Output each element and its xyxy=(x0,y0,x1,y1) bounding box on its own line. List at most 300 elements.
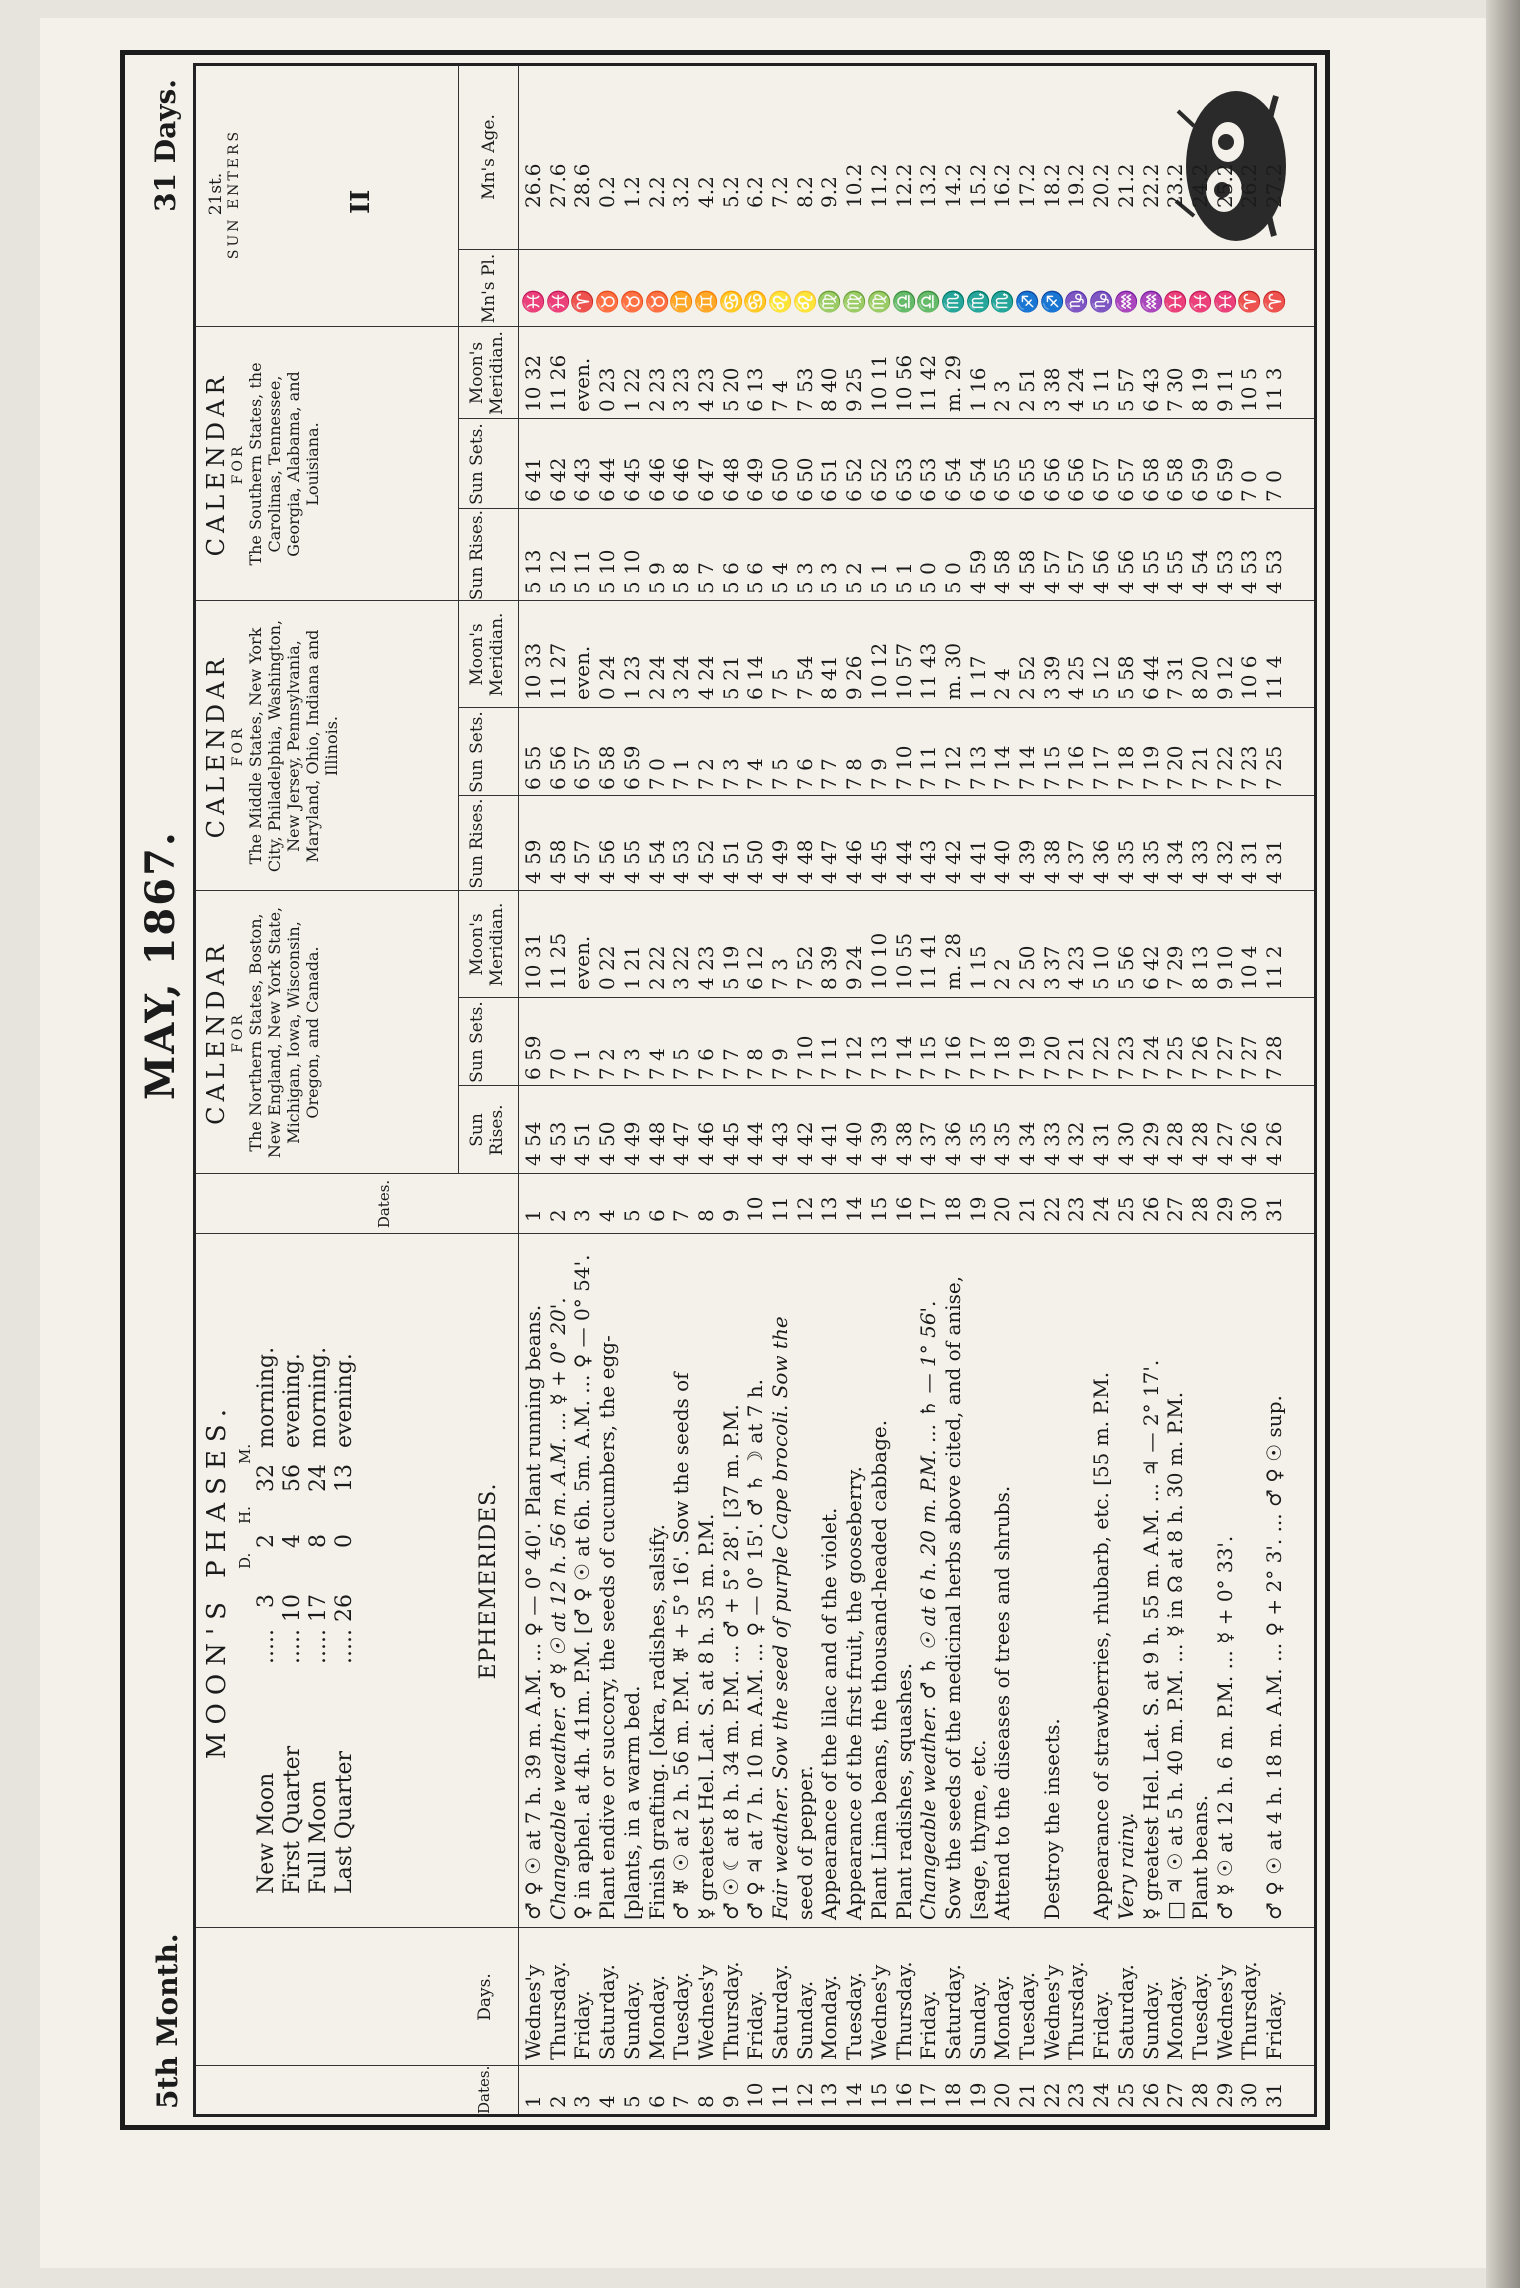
row-ephemeris: ♂ ☉ ☾ at 8 h. 34 m. P.M. ... ♂ + 5° 28'. [37 m. P.M. xyxy=(718,1404,743,1920)
north-sun-rises: 4 35 xyxy=(990,1121,1015,1166)
moon-place: ♐ xyxy=(1015,289,1039,314)
south-sun-sets: 6 53 xyxy=(891,457,916,502)
north-sun-sets: 6 59 xyxy=(521,1035,545,1080)
north-moon-meridian: 10 4 xyxy=(1237,945,1262,990)
row-weekday: Monday. xyxy=(644,1974,669,2060)
middle-sun-sets: 7 6 xyxy=(792,758,817,790)
table-row xyxy=(818,66,841,2114)
sun-enters-sign: II xyxy=(346,189,376,214)
row-date-right: 16 xyxy=(891,1196,916,1222)
moon-age: 3.2 xyxy=(669,176,694,208)
south-moon-meridian: 6 43 xyxy=(1138,367,1163,412)
row-ephemeris: Destroy the insects. xyxy=(1039,1718,1064,1920)
north-moon-meridian: 5 56 xyxy=(1113,945,1138,990)
north-moon-meridian: m. 28 xyxy=(940,932,965,990)
south-moon-meridian: 10 11 xyxy=(866,354,891,412)
south-sun-sets: 6 48 xyxy=(718,457,743,502)
north-moon-meridian: 11 25 xyxy=(545,932,570,990)
north-sun-rises: 4 40 xyxy=(842,1121,867,1166)
south-sun-rises: 5 6 xyxy=(718,562,743,594)
moon-place: ♉ xyxy=(619,289,644,314)
south-sun-rises: 5 3 xyxy=(792,562,817,594)
middle-moon-meridian: 3 24 xyxy=(669,655,694,700)
middle-sun-sets: 7 17 xyxy=(1089,745,1114,790)
north-sun-sets: 7 17 xyxy=(965,1035,990,1080)
row-date-right: 30 xyxy=(1237,1196,1262,1222)
row-date: 19 xyxy=(965,2082,990,2108)
middle-sun-sets: 6 58 xyxy=(595,745,620,790)
south-moon-meridian: 0 23 xyxy=(595,367,620,412)
middle-sun-rises: 4 33 xyxy=(1187,839,1212,884)
north-sun-sets: 7 19 xyxy=(1015,1035,1039,1080)
row-date-right: 10 xyxy=(743,1196,768,1222)
south-sun-sets: 6 44 xyxy=(595,457,620,502)
north-moon-meridian: 3 37 xyxy=(1039,945,1064,990)
table-row xyxy=(1263,66,1286,2114)
middle-moon-meridian: 11 43 xyxy=(916,642,941,700)
north-sun-rises: 4 41 xyxy=(817,1121,842,1166)
north-sun-rises: 4 33 xyxy=(1039,1121,1064,1166)
south-moon-meridian: 6 13 xyxy=(743,367,768,412)
north-sun-sets: 7 6 xyxy=(693,1048,718,1080)
middle-sun-sets: 7 15 xyxy=(1039,745,1064,790)
north-sun-rises: 4 49 xyxy=(619,1121,644,1166)
row-date-right: 6 xyxy=(644,1209,669,1222)
moon-age: 26.6 xyxy=(521,163,545,208)
moon-place: ♋ xyxy=(718,289,743,314)
table-row xyxy=(991,66,1014,2114)
north-moon-meridian: 9 10 xyxy=(1212,945,1237,990)
row-date-right: 27 xyxy=(1163,1196,1188,1222)
middle-sun-rises: 4 56 xyxy=(595,839,620,884)
row-ephemeris: Plant radishes, squashes. xyxy=(891,1662,916,1920)
north-sun-rises: 4 53 xyxy=(545,1121,570,1166)
middle-sun-sets: 7 19 xyxy=(1138,745,1163,790)
moon-place: ♎ xyxy=(891,289,916,314)
moon-age: 27.6 xyxy=(545,163,570,208)
south-sun-sets: 6 58 xyxy=(1138,457,1163,502)
moon-place: ♏ xyxy=(990,289,1015,314)
row-date: 11 xyxy=(768,2082,792,2108)
calendar-northern: CALENDAR FOR The Northern States, Boston, New England, New York State, Michigan, Iowa, Wisconsin, Oregon, and Canada. xyxy=(202,906,322,1159)
middle-sun-sets: 7 23 xyxy=(1237,745,1262,790)
moon-place: ♈ xyxy=(1262,289,1286,314)
middle-sun-rises: 4 40 xyxy=(990,839,1015,884)
col-header-moon-meridian: Moon's Meridian. xyxy=(467,902,507,987)
south-sun-sets: 6 59 xyxy=(1212,457,1237,502)
north-sun-sets: 7 4 xyxy=(644,1048,669,1080)
south-sun-rises: 5 1 xyxy=(891,562,916,594)
middle-sun-rises: 4 34 xyxy=(1163,839,1188,884)
row-weekday: Thursday. xyxy=(718,1961,743,2060)
middle-sun-rises: 4 42 xyxy=(940,839,965,884)
south-sun-sets: 6 56 xyxy=(1039,457,1064,502)
row-ephemeris: Fair weather. Sow the seed of purple Cape brocoli. Sow the xyxy=(768,1316,792,1920)
north-sun-sets: 7 26 xyxy=(1187,1035,1212,1080)
moon-phases-col-m: M. xyxy=(236,1443,254,1464)
row-date-right: 3 xyxy=(570,1209,595,1222)
south-moon-meridian: 3 23 xyxy=(669,367,694,412)
moon-age: 18.2 xyxy=(1039,163,1064,208)
row-date: 13 xyxy=(817,2082,842,2108)
north-moon-meridian: 10 55 xyxy=(891,932,916,990)
south-sun-rises: 5 0 xyxy=(916,562,941,594)
row-weekday: Wednes'y xyxy=(1039,1964,1064,2060)
table-row xyxy=(1016,66,1039,2114)
table-row xyxy=(1140,66,1163,2114)
middle-sun-sets: 7 4 xyxy=(743,758,768,790)
row-date-right: 8 xyxy=(693,1209,718,1222)
row-date: 21 xyxy=(1015,2082,1039,2108)
north-moon-meridian: 8 13 xyxy=(1187,945,1212,990)
row-ephemeris: [plants, in a warm bed. xyxy=(619,1685,644,1920)
middle-sun-rises: 4 36 xyxy=(1089,839,1114,884)
south-moon-meridian: 11 42 xyxy=(916,354,941,412)
middle-sun-sets: 7 10 xyxy=(891,745,916,790)
row-date-right: 12 xyxy=(792,1196,817,1222)
north-moon-meridian: 7 29 xyxy=(1163,945,1188,990)
row-date-right: 11 xyxy=(768,1196,792,1222)
moon-age: 26.2 xyxy=(1237,163,1262,208)
middle-moon-meridian: 7 31 xyxy=(1163,655,1188,700)
north-sun-sets: 7 2 xyxy=(595,1048,620,1080)
row-date: 18 xyxy=(940,2082,965,2108)
north-sun-rises: 4 26 xyxy=(1262,1121,1286,1166)
moon-place: ♑ xyxy=(1089,289,1114,314)
north-sun-sets: 7 21 xyxy=(1064,1035,1089,1080)
row-ephemeris: Very rainy. xyxy=(1113,1812,1138,1920)
row-weekday: Thursday. xyxy=(545,1961,570,2060)
row-date: 27 xyxy=(1163,2082,1188,2108)
rotated-table xyxy=(125,55,1325,2125)
middle-moon-meridian: 2 52 xyxy=(1015,655,1039,700)
middle-sun-rises: 4 57 xyxy=(570,839,595,884)
middle-sun-sets: 7 2 xyxy=(693,758,718,790)
north-sun-sets: 7 18 xyxy=(990,1035,1015,1080)
row-date-right: 5 xyxy=(619,1209,644,1222)
south-moon-meridian: even. xyxy=(570,357,595,412)
table-row xyxy=(1041,66,1064,2114)
moon-age: 13.2 xyxy=(916,163,941,208)
moon-place: ♍ xyxy=(842,289,867,314)
row-weekday: Sunday. xyxy=(965,1980,990,2060)
south-sun-rises: 4 57 xyxy=(1039,549,1064,594)
south-sun-sets: 6 52 xyxy=(866,457,891,502)
days-label: 31 Days. xyxy=(149,79,182,212)
row-weekday: Saturday. xyxy=(595,1964,620,2060)
south-moon-meridian: 4 23 xyxy=(693,367,718,412)
col-header-days: Days. xyxy=(475,1973,495,2021)
middle-sun-sets: 7 16 xyxy=(1064,745,1089,790)
north-sun-rises: 4 48 xyxy=(644,1121,669,1166)
moon-age: 20.2 xyxy=(1089,163,1114,208)
row-date-right: 25 xyxy=(1113,1196,1138,1222)
south-sun-sets: 6 53 xyxy=(916,457,941,502)
middle-sun-rises: 4 41 xyxy=(965,839,990,884)
middle-moon-meridian: 8 41 xyxy=(817,655,842,700)
south-moon-meridian: 11 26 xyxy=(545,354,570,412)
moon-age: 1.2 xyxy=(619,176,644,208)
south-sun-rises: 4 56 xyxy=(1089,549,1114,594)
moon-place: ♋ xyxy=(743,289,768,314)
row-ephemeris: ♂ ☿ ☉ at 12 h. 6 m. P.M. ... ☿ + 0° 33'. xyxy=(1212,1535,1237,1920)
middle-sun-sets: 7 3 xyxy=(718,758,743,790)
north-moon-meridian: 2 50 xyxy=(1015,945,1039,990)
col-header-moon-meridian: Moon's Meridian. xyxy=(467,331,507,415)
page-title: MAY, 1867. xyxy=(137,830,184,1100)
south-sun-sets: 7 0 xyxy=(1237,470,1262,502)
row-date: 25 xyxy=(1113,2082,1138,2108)
south-sun-rises: 5 2 xyxy=(842,562,867,594)
row-ephemeris: Appearance of the lilac and of the violet. xyxy=(817,1507,842,1920)
table-row xyxy=(571,66,594,2114)
moon-age: 10.2 xyxy=(842,163,867,208)
middle-sun-rises: 4 49 xyxy=(768,839,792,884)
moon-phases-col-h: H. xyxy=(236,1506,254,1524)
south-sun-rises: 5 11 xyxy=(570,549,595,594)
row-date: 28 xyxy=(1187,2082,1212,2108)
row-ephemeris: Plant Lima beans, the thousand-headed cabbage. xyxy=(866,1419,891,1920)
north-sun-rises: 4 30 xyxy=(1113,1121,1138,1166)
row-date: 9 xyxy=(718,2095,743,2108)
middle-sun-rises: 4 48 xyxy=(792,839,817,884)
south-sun-rises: 5 12 xyxy=(545,549,570,594)
calendar-middle: CALENDAR FOR The Middle States, New York City, Philadelphia, Washington, New Jersey, Pennsylvania, Maryland, Ohio, Indiana and Illinois. xyxy=(202,619,341,873)
almanac-frame xyxy=(120,50,1330,2130)
row-weekday: Saturday. xyxy=(940,1964,965,2060)
row-date: 30 xyxy=(1237,2082,1262,2108)
middle-moon-meridian: even. xyxy=(570,645,595,700)
south-sun-rises: 4 57 xyxy=(1064,549,1089,594)
south-sun-rises: 5 8 xyxy=(669,562,694,594)
middle-sun-sets: 7 9 xyxy=(866,758,891,790)
moon-place: ♊ xyxy=(693,289,718,314)
middle-moon-meridian: 2 24 xyxy=(644,655,669,700)
row-date-right: 4 xyxy=(595,1209,620,1222)
middle-sun-rises: 4 51 xyxy=(718,839,743,884)
north-sun-rises: 4 50 xyxy=(595,1121,620,1166)
row-ephemeris: Appearance of the first fruit, the gooseberry. xyxy=(842,1466,867,1920)
south-sun-rises: 5 10 xyxy=(595,549,620,594)
south-sun-sets: 6 59 xyxy=(1187,457,1212,502)
moon-place: ♓ xyxy=(545,289,570,314)
north-sun-rises: 4 34 xyxy=(1015,1121,1039,1166)
north-moon-meridian: 1 21 xyxy=(619,945,644,990)
middle-moon-meridian: 8 20 xyxy=(1187,655,1212,700)
moon-place: ♏ xyxy=(940,289,965,314)
middle-sun-sets: 6 56 xyxy=(545,745,570,790)
middle-sun-rises: 4 54 xyxy=(644,839,669,884)
moon-place: ♏ xyxy=(965,289,990,314)
row-ephemeris: ♂ ♀ ♃ at 7 h. 10 m. A.M. ... ♀ — 0° 15'. ♂ ♄ ☽ at 7 h. xyxy=(743,1378,768,1920)
middle-sun-rises: 4 31 xyxy=(1262,839,1286,884)
sun-enters: 21st. SUN ENTERS xyxy=(206,128,242,260)
row-weekday: Sunday. xyxy=(792,1980,817,2060)
south-sun-rises: 5 0 xyxy=(940,562,965,594)
south-moon-meridian: 9 25 xyxy=(842,367,867,412)
north-sun-sets: 7 14 xyxy=(891,1035,916,1080)
south-moon-meridian: 7 30 xyxy=(1163,367,1188,412)
moon-age: 23.2 xyxy=(1163,163,1188,208)
south-sun-rises: 4 54 xyxy=(1187,549,1212,594)
south-sun-sets: 6 50 xyxy=(792,457,817,502)
south-sun-rises: 4 53 xyxy=(1212,549,1237,594)
row-date: 16 xyxy=(891,2082,916,2108)
moon-place: ♉ xyxy=(595,289,620,314)
north-sun-sets: 7 16 xyxy=(940,1035,965,1080)
row-weekday: Friday. xyxy=(1262,1990,1286,2060)
south-sun-sets: 7 0 xyxy=(1262,470,1286,502)
table-row xyxy=(720,66,743,2114)
south-sun-sets: 6 56 xyxy=(1064,457,1089,502)
north-moon-meridian: 8 39 xyxy=(817,945,842,990)
middle-moon-meridian: 10 33 xyxy=(521,642,545,700)
north-sun-sets: 7 0 xyxy=(545,1048,570,1080)
south-moon-meridian: 9 11 xyxy=(1212,367,1237,412)
moon-place: ♒ xyxy=(1138,289,1163,314)
north-sun-sets: 7 9 xyxy=(768,1048,792,1080)
table-row xyxy=(1090,66,1113,2114)
north-sun-sets: 7 12 xyxy=(842,1035,867,1080)
row-ephemeris: ♂ ♅ ☉ at 2 h. 56 m. P.M. ♅ + 5° 16'. Sow the seeds of xyxy=(669,1372,694,1920)
south-sun-rises: 5 4 xyxy=(768,562,792,594)
row-date: 7 xyxy=(669,2095,694,2108)
middle-sun-rises: 4 46 xyxy=(842,839,867,884)
row-weekday: Friday. xyxy=(1089,1990,1114,2060)
south-moon-meridian: 5 11 xyxy=(1089,367,1114,412)
south-sun-sets: 6 45 xyxy=(619,457,644,502)
moon-age: 12.2 xyxy=(891,163,916,208)
middle-sun-sets: 7 14 xyxy=(1015,745,1039,790)
south-sun-sets: 6 54 xyxy=(940,457,965,502)
middle-moon-meridian: 6 14 xyxy=(743,655,768,700)
middle-moon-meridian: 11 27 xyxy=(545,642,570,700)
north-sun-sets: 7 10 xyxy=(792,1035,817,1080)
moon-age: 27.2 xyxy=(1262,163,1286,208)
moon-age: 24.2 xyxy=(1187,163,1212,208)
south-moon-meridian: 2 23 xyxy=(644,367,669,412)
moon-place: ♈ xyxy=(1237,289,1262,314)
north-sun-rises: 4 51 xyxy=(570,1121,595,1166)
row-date-right: 29 xyxy=(1212,1196,1237,1222)
middle-sun-sets: 7 11 xyxy=(916,745,941,790)
middle-sun-rises: 4 53 xyxy=(669,839,694,884)
row-date-right: 31 xyxy=(1262,1196,1286,1222)
calendar-southern: CALENDAR FOR The Southern States, the Carolinas, Tennessee, Georgia, Alabama, and Louisiana. xyxy=(202,362,322,566)
row-ephemeris: ☿ greatest Hel. Lat. S. at 9 h. 55 m. A.M. ... ♃ — 2° 17'. xyxy=(1138,1359,1163,1920)
north-moon-meridian: even. xyxy=(570,935,595,990)
north-sun-sets: 7 27 xyxy=(1237,1035,1262,1080)
row-ephemeris: Sow the seeds of the medicinal herbs above cited, and of anise, xyxy=(940,1275,965,1920)
col-header-sun-rises: Sun Rises. xyxy=(467,1104,507,1156)
north-moon-meridian: 6 12 xyxy=(743,945,768,990)
north-sun-sets: 7 7 xyxy=(718,1048,743,1080)
middle-sun-rises: 4 45 xyxy=(866,839,891,884)
north-sun-sets: 7 3 xyxy=(619,1048,644,1080)
south-sun-sets: 6 46 xyxy=(669,457,694,502)
row-ephemeris: Plant endive or succory, the seeds of cucumbers, the egg- xyxy=(595,1335,620,1920)
row-ephemeris: Changeable weather. ♂ ☿ ☉ at 12 h. 56 m. A.M. ... ☿ + 0° 20'. xyxy=(545,1297,570,1920)
south-sun-sets: 6 55 xyxy=(990,457,1015,502)
moon-phases-col-d: D. xyxy=(236,1552,254,1569)
moon-age: 15.2 xyxy=(965,163,990,208)
moon-place: ♓ xyxy=(1212,289,1237,314)
row-date-right: 21 xyxy=(1015,1196,1039,1222)
table-row xyxy=(843,66,866,2114)
moon-age: 16.2 xyxy=(990,163,1015,208)
north-sun-rises: 4 46 xyxy=(693,1121,718,1166)
south-moon-meridian: 4 24 xyxy=(1064,367,1089,412)
north-sun-rises: 4 31 xyxy=(1089,1121,1114,1166)
south-sun-rises: 5 13 xyxy=(521,549,545,594)
table-row xyxy=(942,66,965,2114)
row-date: 8 xyxy=(693,2095,718,2108)
moon-phase-row: First Quarter ..... 10 4 56 evening. xyxy=(280,1353,305,1894)
south-moon-meridian: 10 5 xyxy=(1237,367,1262,412)
middle-moon-meridian: 10 12 xyxy=(866,642,891,700)
row-weekday: Thursday. xyxy=(1237,1961,1262,2060)
table-row xyxy=(547,66,570,2114)
row-weekday: Friday. xyxy=(743,1990,768,2060)
row-date: 3 xyxy=(570,2095,595,2108)
north-moon-meridian: 3 22 xyxy=(669,945,694,990)
north-sun-sets: 7 23 xyxy=(1113,1035,1138,1080)
north-sun-rises: 4 47 xyxy=(669,1121,694,1166)
row-date-right: 13 xyxy=(817,1196,842,1222)
col-header-moon-meridian: Moon's Meridian. xyxy=(467,612,507,697)
row-weekday: Wednes'y xyxy=(1212,1964,1237,2060)
row-date-right: 24 xyxy=(1089,1196,1114,1222)
row-ephemeris: ♀ in aphel. at 4h. 41m. P.M. [♂ ♀ ☉ at 6h. 5m. A.M. ... ♀ — 0° 54'. xyxy=(570,1254,595,1920)
north-sun-sets: 7 24 xyxy=(1138,1035,1163,1080)
moon-place: ♒ xyxy=(1113,289,1138,314)
row-date: 2 xyxy=(545,2095,570,2108)
south-moon-meridian: 10 56 xyxy=(891,354,916,412)
moon-place: ♎ xyxy=(916,289,941,314)
row-weekday: Tuesday. xyxy=(669,1971,694,2060)
north-sun-rises: 4 36 xyxy=(940,1121,965,1166)
col-header-sun-sets: Sun Sets. xyxy=(467,423,487,505)
row-date: 24 xyxy=(1089,2082,1114,2108)
south-sun-sets: 6 43 xyxy=(570,457,595,502)
south-moon-meridian: 5 20 xyxy=(718,367,743,412)
moon-phase-row: Last Quarter ..... 26 0 13 evening. xyxy=(332,1353,357,1894)
north-sun-sets: 7 20 xyxy=(1039,1035,1064,1080)
middle-moon-meridian: 1 23 xyxy=(619,655,644,700)
row-date: 17 xyxy=(916,2082,941,2108)
middle-sun-sets: 7 0 xyxy=(644,758,669,790)
row-date-right: 19 xyxy=(965,1196,990,1222)
row-date-right: 18 xyxy=(940,1196,965,1222)
south-moon-meridian: 7 53 xyxy=(792,367,817,412)
moon-place: ♓ xyxy=(1163,289,1188,314)
moon-age: 14.2 xyxy=(940,163,965,208)
moon-place: ♍ xyxy=(817,289,842,314)
moon-age: 28.6 xyxy=(570,163,595,208)
row-ephemeris: Plant beans. xyxy=(1187,1794,1212,1920)
middle-sun-rises: 4 39 xyxy=(1015,839,1039,884)
moon-age: 17.2 xyxy=(1015,163,1039,208)
south-moon-meridian: 2 3 xyxy=(990,380,1015,412)
row-date: 23 xyxy=(1064,2082,1089,2108)
middle-moon-meridian: 10 57 xyxy=(891,642,916,700)
middle-sun-sets: 7 1 xyxy=(669,758,694,790)
north-moon-meridian: 7 3 xyxy=(768,958,792,990)
middle-sun-sets: 7 13 xyxy=(965,745,990,790)
south-sun-sets: 6 51 xyxy=(817,457,842,502)
moon-place: ♌ xyxy=(792,289,817,314)
row-date-right: 2 xyxy=(545,1209,570,1222)
